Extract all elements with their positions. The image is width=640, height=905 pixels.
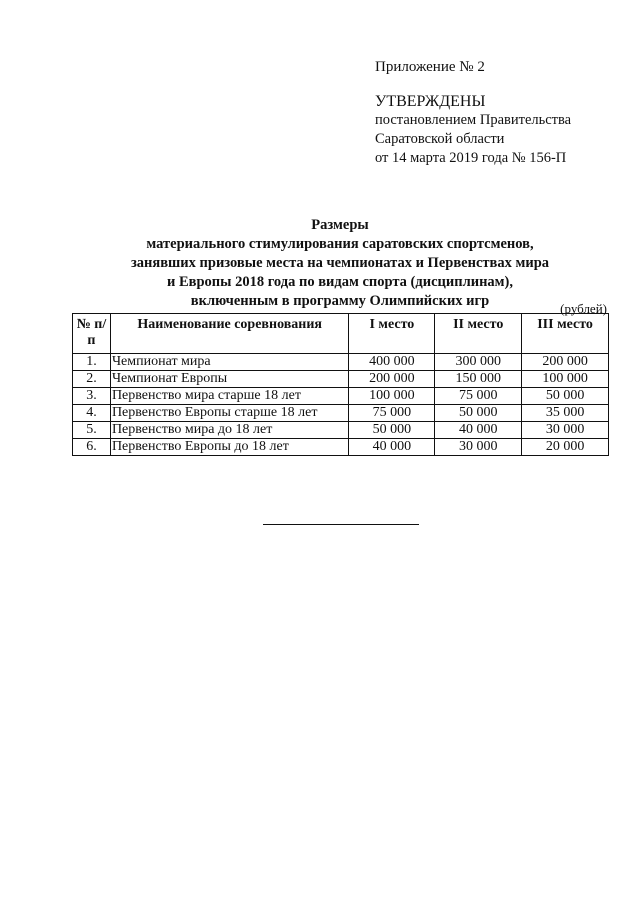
competition-name: Чемпионат мира <box>110 354 349 371</box>
table-row <box>73 371 609 388</box>
approval-line: Саратовской области <box>375 131 505 147</box>
appendix-label: Приложение № 2 <box>375 59 485 75</box>
header-competition: Наименование соревнования <box>110 314 349 354</box>
row-number: 5. <box>73 422 111 439</box>
document-title <box>60 216 620 311</box>
third-place-amount: 35 000 <box>522 405 609 422</box>
table-row <box>73 388 609 405</box>
approval-line: постановлением Правительства <box>375 112 572 128</box>
third-place-amount: 30 000 <box>522 422 609 439</box>
header-first-place: I место <box>349 314 435 354</box>
row-number: 4. <box>73 405 111 422</box>
row-number: 6. <box>73 439 111 456</box>
second-place-amount: 75 000 <box>435 388 522 405</box>
second-place-amount: 30 000 <box>435 439 522 456</box>
first-place-amount: 200 000 <box>349 371 435 388</box>
table-row <box>73 422 609 439</box>
third-place-amount: 20 000 <box>522 439 609 456</box>
competition-name: Первенство Европы до 18 лет <box>110 439 349 456</box>
competition-name: Первенство Европы старше 18 лет <box>110 405 349 422</box>
competition-name: Первенство мира до 18 лет <box>110 422 349 439</box>
first-place-amount: 100 000 <box>349 388 435 405</box>
title-line: материального стимулирования саратовских спортсменов, <box>146 236 534 252</box>
table-row <box>73 354 609 371</box>
title-line: и Европы 2018 года по видам спорта (дисциплинам), <box>166 274 514 290</box>
approval-heading: УТВЕРЖДЕНЫ <box>375 93 486 110</box>
units-label: (рублей) <box>560 301 607 316</box>
title-line: Размеры <box>311 217 369 233</box>
second-place-amount: 150 000 <box>435 371 522 388</box>
row-number: 1. <box>73 354 111 371</box>
third-place-amount: 50 000 <box>522 388 609 405</box>
second-place-amount: 40 000 <box>435 422 522 439</box>
table-header-row <box>73 314 609 354</box>
second-place-amount: 300 000 <box>435 354 522 371</box>
header-third-place: III место <box>522 314 609 354</box>
title-line: занявших призовые места на чемпионатах и Первенствах мира <box>130 255 550 271</box>
title-line: включенным в программу Олимпийских игр <box>190 293 490 309</box>
approval-line: от 14 марта 2019 года № 156-П <box>375 150 567 166</box>
approval-block <box>375 92 571 168</box>
table-row <box>73 439 609 456</box>
first-place-amount: 40 000 <box>349 439 435 456</box>
second-place-amount: 50 000 <box>435 405 522 422</box>
header-second-place: II место <box>435 314 522 354</box>
competition-name: Первенство мира старше 18 лет <box>110 388 349 405</box>
table-row <box>73 405 609 422</box>
closing-divider <box>263 524 419 525</box>
first-place-amount: 50 000 <box>349 422 435 439</box>
third-place-amount: 200 000 <box>522 354 609 371</box>
prize-table <box>72 313 609 456</box>
third-place-amount: 100 000 <box>522 371 609 388</box>
competition-name: Чемпионат Европы <box>110 371 349 388</box>
first-place-amount: 75 000 <box>349 405 435 422</box>
row-number: 2. <box>73 371 111 388</box>
first-place-amount: 400 000 <box>349 354 435 371</box>
header-number: № п/п <box>73 314 111 354</box>
row-number: 3. <box>73 388 111 405</box>
